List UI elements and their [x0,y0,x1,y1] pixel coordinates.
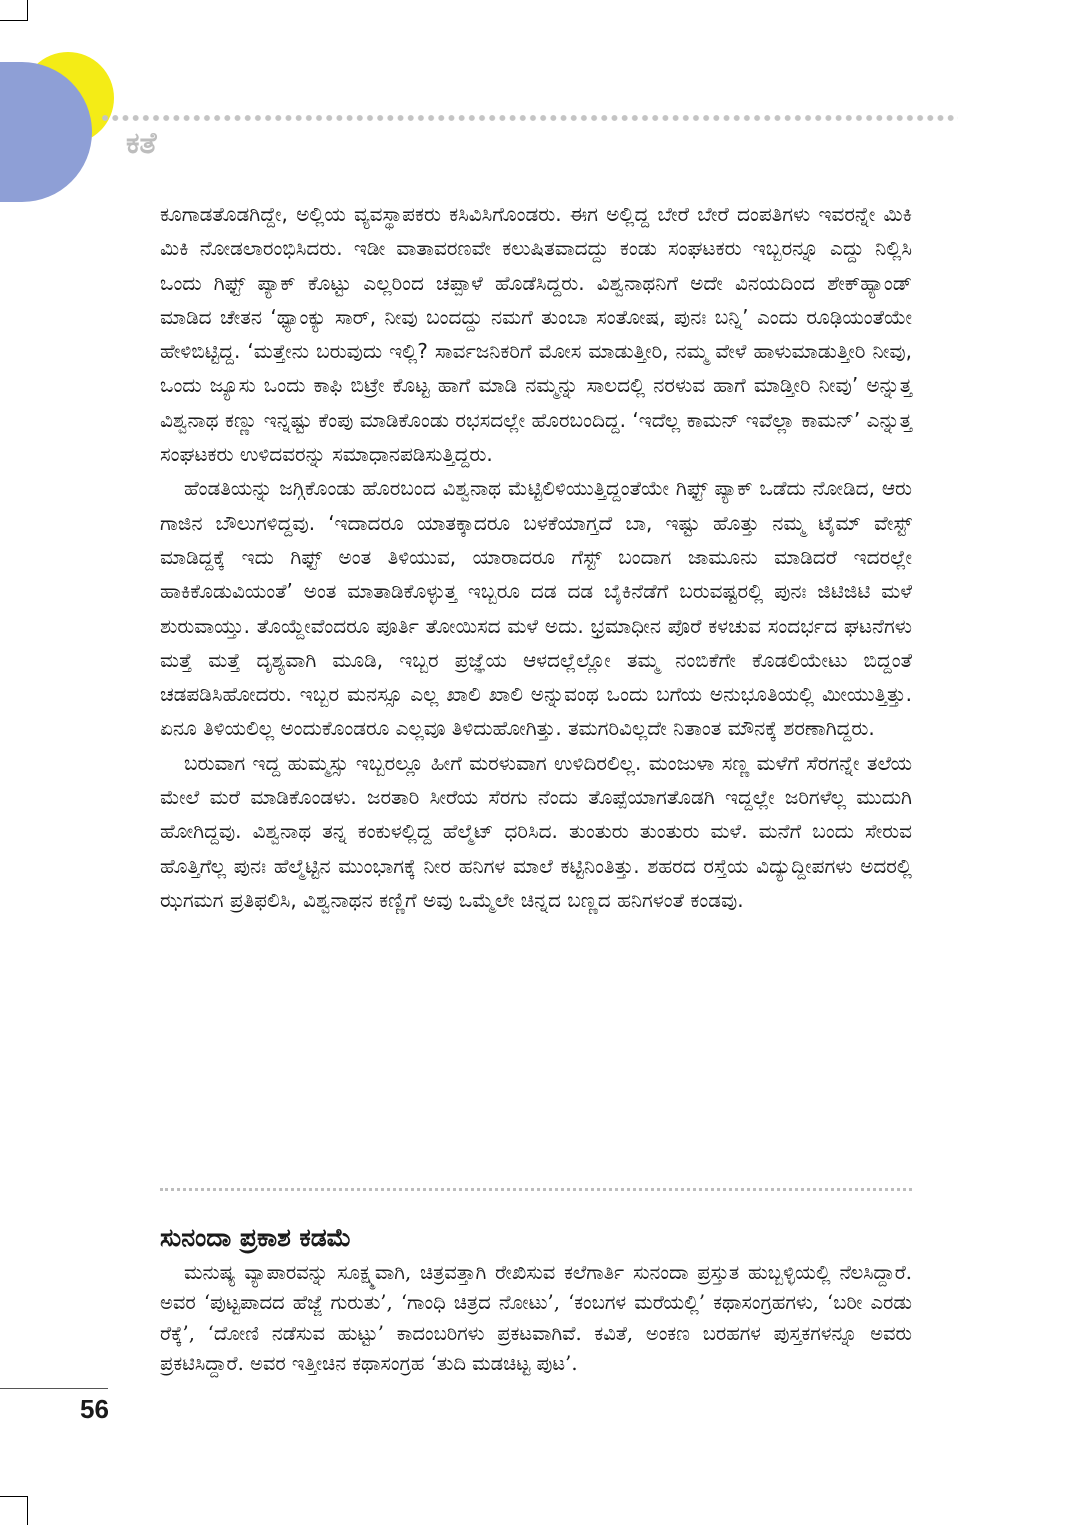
crop-mark-bottom-vertical [27,1496,28,1525]
crop-mark-bottom-horizontal [0,1496,28,1497]
author-bio: ಮನುಷ್ಯ ವ್ಯಾಪಾರವನ್ನು ಸೂಕ್ಷ್ಮವಾಗಿ, ಚಿತ್ರವತ್ತಾಗಿ ರೇಖಿಸುವ ಕಲೆಗಾರ್ತಿ ಸುನಂದಾ ಪ್ರಸ್ತುತ ಹುಬ್ಬಳ್ಳಿಯಲ್ಲಿ ನೆಲಸಿದ್ದಾರೆ. ಅವರ ‘ಪುಟ್ಟಪಾದದ ಹೆಜ್ಜೆ ಗುರುತು’, ‘ಗಾಂಧಿ ಚಿತ್ರದ ನೋಟು’, ‘ಕಂಬಗಳ ಮರೆಯಲ್ಲಿ’ ಕಥಾಸಂಗ್ರಹಗಳು, ‘ಬರೀ ಎರಡು ರೆಕ್ಕೆ’, ‘ದೋಣಿ ನಡೆಸುವ ಹುಟ್ಟು’ ಕಾದಂಬರಿಗಳು ಪ್ರಕಟವಾಗಿವೆ. ಕವಿತೆ, ಅಂಕಣ ಬರಹಗಳ ಪುಸ್ತಕಗಳನ್ನೂ ಅವರು ಪ್ರಕಟಿಸಿದ್ದಾರೆ. ಅವರ ಇತ್ತೀಚಿನ ಕಥಾಸಂಗ್ರಹ ‘ತುದಿ ಮಡಚಿಟ್ಟ ಪುಟ’. [160,1261,912,1376]
story-paragraph: ಕೂಗಾಡತೊಡಗಿದ್ದೇ, ಅಲ್ಲಿಯ ವ್ಯವಸ್ಥಾಪಕರು ಕಸಿವಿಸಿಗೊಂಡರು. ಈಗ ಅಲ್ಲಿದ್ದ ಬೇರೆ ಬೇರೆ ದಂಪತಿಗಳು ಇವರನ್ನೇ ಮಿಕಿ ಮಿಕಿ ನೋಡಲಾರಂಭಿಸಿದರು. ಇಡೀ ವಾತಾವರಣವೇ ಕಲುಷಿತವಾದದ್ದು ಕಂಡು ಸಂಘಟಕರು ಇಬ್ಬರನ್ನೂ ಎದ್ದು ನಿಲ್ಲಿಸಿ ಒಂದು ಗಿಫ್ಟ್ ಪ್ಯಾಕ್ ಕೊಟ್ಟು ಎಲ್ಲರಿಂದ ಚಪ್ಪಾಳೆ ಹೊಡೆಸಿದ್ದರು. ವಿಶ್ವನಾಥನಿಗೆ ಅದೇ ವಿನಯದಿಂದ ಶೇಕ್‌ಹ್ಯಾಂಡ್ ಮಾಡಿದ ಚೇತನ ‘ಥ್ಯಾಂಕ್ಯು ಸಾರ್, ನೀವು ಬಂದದ್ದು ನಮಗೆ ತುಂಬಾ ಸಂತೋಷ, ಪುನಃ ಬನ್ನಿ’ ಎಂದು ರೂಢಿಯಂತೆಯೇ ಹೇಳಿಬಿಟ್ಟಿದ್ದ. ‘ಮತ್ತೇನು ಬರುವುದು ಇಲ್ಲಿ? ಸಾರ್ವಜನಿಕರಿಗೆ ಮೋಸ ಮಾಡುತ್ತೀರಿ, ನಮ್ಮ ವೇಳೆ ಹಾಳುಮಾಡುತ್ತೀರಿ ನೀವು, ಒಂದು ಜ್ಯೂಸು ಒಂದು ಕಾಫಿ ಬಿಟ್ರೇ ಕೊಟ್ಟ ಹಾಗೆ ಮಾಡಿ ನಮ್ಮನ್ನು ಸಾಲದಲ್ಲಿ ನರಳುವ ಹಾಗೆ ಮಾಡ್ತೀರಿ ನೀವು’ ಅನ್ನುತ್ತ ವಿಶ್ವನಾಥ ಕಣ್ಣು ಇನ್ನಷ್ಟು ಕೆಂಪು ಮಾಡಿಕೊಂಡು ರಭಸದಲ್ಲೇ ಹೊರಬಂದಿದ್ದ. ‘ಇದೆಲ್ಲ ಕಾಮನ್ ಇವೆಲ್ಲಾ ಕಾಮನ್’ ಎನ್ನುತ್ತ ಸಂಘಟಕರು ಉಳಿದವರನ್ನು ಸಮಾಧಾನಪಡಿಸುತ್ತಿದ್ದರು. [160,202,912,467]
folio-rule [0,1388,108,1389]
section-label: ಕತೆ [126,126,157,161]
story-paragraph: ಬರುವಾಗ ಇದ್ದ ಹುಮ್ಮಸ್ಸು ಇಬ್ಬರಲ್ಲೂ ಹೀಗೆ ಮರಳುವಾಗ ಉಳಿದಿರಲಿಲ್ಲ. ಮಂಜುಳಾ ಸಣ್ಣ ಮಳೆಗೆ ಸೆರಗನ್ನೇ ತಲೆಯ ಮೇಲೆ ಮರೆ ಮಾಡಿಕೊಂಡಳು. ಜರತಾರಿ ಸೀರೆಯ ಸೆರಗು ನೆಂದು ತೊಪ್ಪೆಯಾಗತೊಡಗಿ ಇದ್ದಲ್ಲೇ ಜರಿಗಳೆಲ್ಲ ಮುದುಗಿ ಹೋಗಿದ್ದವು. ವಿಶ್ವನಾಥ ತನ್ನ ಕಂಕುಳಲ್ಲಿದ್ದ ಹೆಲ್ಮೆಟ್ ಧರಿಸಿದ. ತುಂತುರು ತುಂತುರು ಮಳೆ. ಮನೆಗೆ ಬಂದು ಸೇರುವ ಹೊತ್ತಿಗೆಲ್ಲ ಪುನಃ ಹೆಲ್ಮೆಟ್ಟಿನ ಮುಂಭಾಗಕ್ಕೆ ನೀರ ಹನಿಗಳ ಮಾಲೆ ಕಟ್ಟಿನಿಂತಿತ್ತು. ಶಹರದ ರಸ್ತೆಯ ವಿದ್ಯುದ್ದೀಪಗಳು ಅದರಲ್ಲಿ ಝಗಮಗ ಪ್ರತಿಫಲಿಸಿ, ವಿಶ್ವನಾಥನ ಕಣ್ಣಿಗೆ ಅವು ಒಮ್ಮೆಲೇ ಚಿನ್ನದ ಬಣ್ಣದ ಹನಿಗಳಂತೆ ಕಂಡವು. [160,750,912,912]
story-body [160,197,912,917]
page-number: 56 [80,1394,109,1424]
crop-mark-top-horizontal [0,20,28,21]
crop-mark-top-vertical [27,0,28,20]
author-name: ಸುನಂದಾ ಪ್ರಕಾಶ ಕಡಮೆ [160,1223,352,1252]
dotted-header-rule [100,114,958,122]
dotted-divider [160,1188,912,1191]
story-paragraph: ಹೆಂಡತಿಯನ್ನು ಜಗ್ಗಿಕೊಂಡು ಹೊರಬಂದ ವಿಶ್ವನಾಥ ಮೆಟ್ಟಿಲಿಳಿಯುತ್ತಿದ್ದಂತೆಯೇ ಗಿಫ್ಟ್ ಪ್ಯಾಕ್ ಒಡೆದು ನೋಡಿದ, ಆರು ಗಾಜಿನ ಬೌಲುಗಳಿದ್ದವು. ‘ಇದಾದರೂ ಯಾತಕ್ಕಾದರೂ ಬಳಕೆಯಾಗ್ತದೆ ಬಾ, ಇಷ್ಟು ಹೊತ್ತು ನಮ್ಮ ಟೈಮ್ ವೇಸ್ಟ್ ಮಾಡಿದ್ದಕ್ಕೆ ಇದು ಗಿಫ್ಟ್ ಅಂತ ತಿಳಿಯುವ, ಯಾರಾದರೂ ಗೆಸ್ಟ್ ಬಂದಾಗ ಜಾಮೂನು ಮಾಡಿದರೆ ಇದರಲ್ಲೇ ಹಾಕಿಕೊಡುವಿಯಂತೆ’ ಅಂತ ಮಾತಾಡಿಕೊಳ್ಳುತ್ತ ಇಬ್ಬರೂ ದಡ ದಡ ಬೈಕಿನೆಡೆಗೆ ಬರುವಷ್ಟರಲ್ಲಿ ಪುನಃ ಜಿಟಿಜಿಟಿ ಮಳೆ ಶುರುವಾಯ್ತು. ತೊಯ್ದೇವೆಂದರೂ ಪೂರ್ತಿ ತೋಯಿಸದ ಮಳೆ ಅದು. ಭ್ರಮಾಧೀನ ಪೊರೆ ಕಳಚುವ ಸಂದರ್ಭದ ಘಟನೆಗಳು ಮತ್ತೆ ಮತ್ತೆ ದೃಶ್ಯವಾಗಿ ಮೂಡಿ, ಇಬ್ಬರ ಪ್ರಜ್ಞೆಯ ಆಳದಲ್ಲೆಲ್ಲೋ ತಮ್ಮ ನಂಬಿಕೆಗೇ ಕೊಡಲಿಯೇಟು ಬಿದ್ದಂತೆ ಚಡಪಡಿಸಿಹೋದರು. ಇಬ್ಬರ ಮನಸ್ಸೂ ಎಲ್ಲ ಖಾಲಿ ಖಾಲಿ ಅನ್ನುವಂಥ ಒಂದು ಬಗೆಯ ಅನುಭೂತಿಯಲ್ಲಿ ಮೀಯುತ್ತಿತ್ತು. ಏನೂ ತಿಳಿಯಲಿಲ್ಲ ಅಂದುಕೊಂಡರೂ ಎಲ್ಲವೂ ತಿಳಿದುಹೋಗಿತ್ತು. ತಮಗರಿವಿಲ್ಲದೇ ನಿತಾಂತ ಮೌನಕ್ಕೆ ಶರಣಾಗಿದ್ದರು. [160,476,912,741]
